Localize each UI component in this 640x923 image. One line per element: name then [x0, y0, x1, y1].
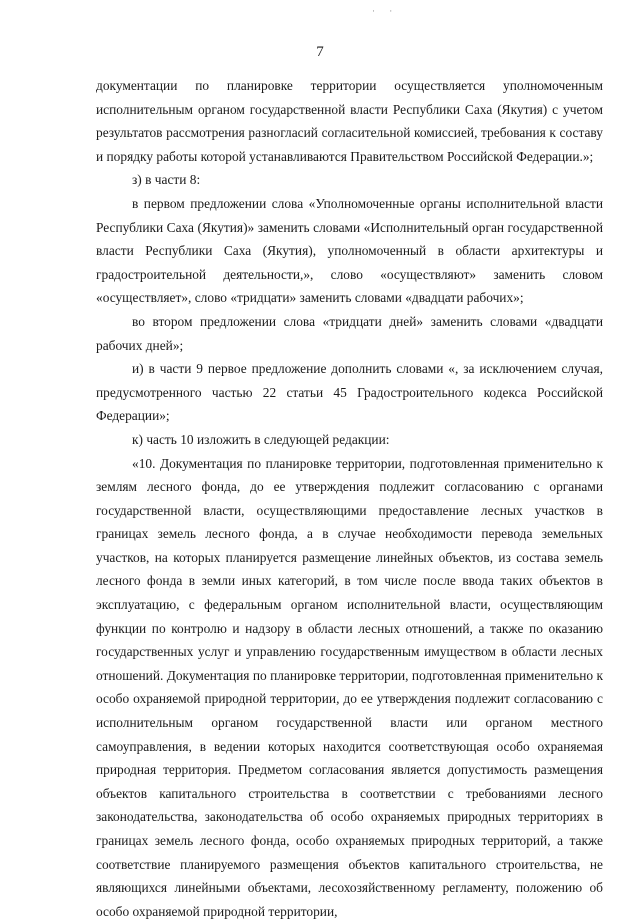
- paragraph-second-sentence: во втором предложении слова «тридцати дней» заменить словами «двадцати рабочих дней»;: [96, 310, 603, 357]
- paragraph-item-i: и) в части 9 первое предложение дополнить словами «, за исключением случая, предусмотренного частью 22 статьи 45 Градостроительного кодекса Российской Федерации»;: [96, 357, 603, 428]
- paragraph-part-10: «10. Документация по планировке территории, подготовленная применительно к землям лесного фонда, до ее утверждения подлежит согласованию с органами государственной власти, осуществляющими предоставление лесных участков в границах земель лесного фонда, а в случае необходимости перевода земельных участков, на которых планируется размещение линейных объектов, из состава земель лесного фонда в земли иных категорий, в том числе после ввода таких объектов в эксплуатацию, с федеральным органом исполнительной власти, осуществляющим функции по контролю и надзору в области лесных отношений, а также по оказанию государственных услуг и управлению государственным имуществом в области лесных отношений. Документация по планировке территории, подготовленная применительно к особо охраняемой природной территории, до ее утверждения подлежит согласованию с исполнительным органом государственной власти или органом местного самоуправления, в ведении которых находится соответствующая особо охраняемая природная территория. Предметом согласования является допустимость размещения объектов капитального строительства в соответствии с требованиями лесного законодательства, законодательства об особо охраняемых природных территориях в границах земель лесного фонда, особо охраняемых природных территорий, а также соответствие планируемого размещения объектов капитального строительства, не являющихся линейными объектами, лесохозяйственному регламенту, положению об особо охраняемой природной территории,: [96, 452, 603, 923]
- document-body: [96, 74, 603, 923]
- paragraph-first-sentence: в первом предложении слова «Уполномоченные органы исполнительной власти Республики Саха (Якутия)» заменить словами «Исполнительный орган государственной власти Республики Саха (Якутия), уполномоченный в области архитектуры и градостроительной деятельности,», слово «осуществляют» заменить словом «осуществляет», слово «тридцати» заменить словами «двадцати рабочих»;: [96, 192, 603, 310]
- paragraph-item-k: к) часть 10 изложить в следующей редакции:: [96, 428, 603, 452]
- scan-marks: · ·: [372, 6, 398, 16]
- paragraph-continuation: документации по планировке территории осуществляется уполномоченным исполнительным органом государственной власти Республики Саха (Якутия) с учетом результатов рассмотрения разногласий согласительной комиссией, требования к составу и порядку работы которой устанавливаются Правительством Российской Федерации.»;: [96, 74, 603, 168]
- paragraph-item-z: з) в части 8:: [96, 168, 603, 192]
- page-number: 7: [0, 44, 640, 61]
